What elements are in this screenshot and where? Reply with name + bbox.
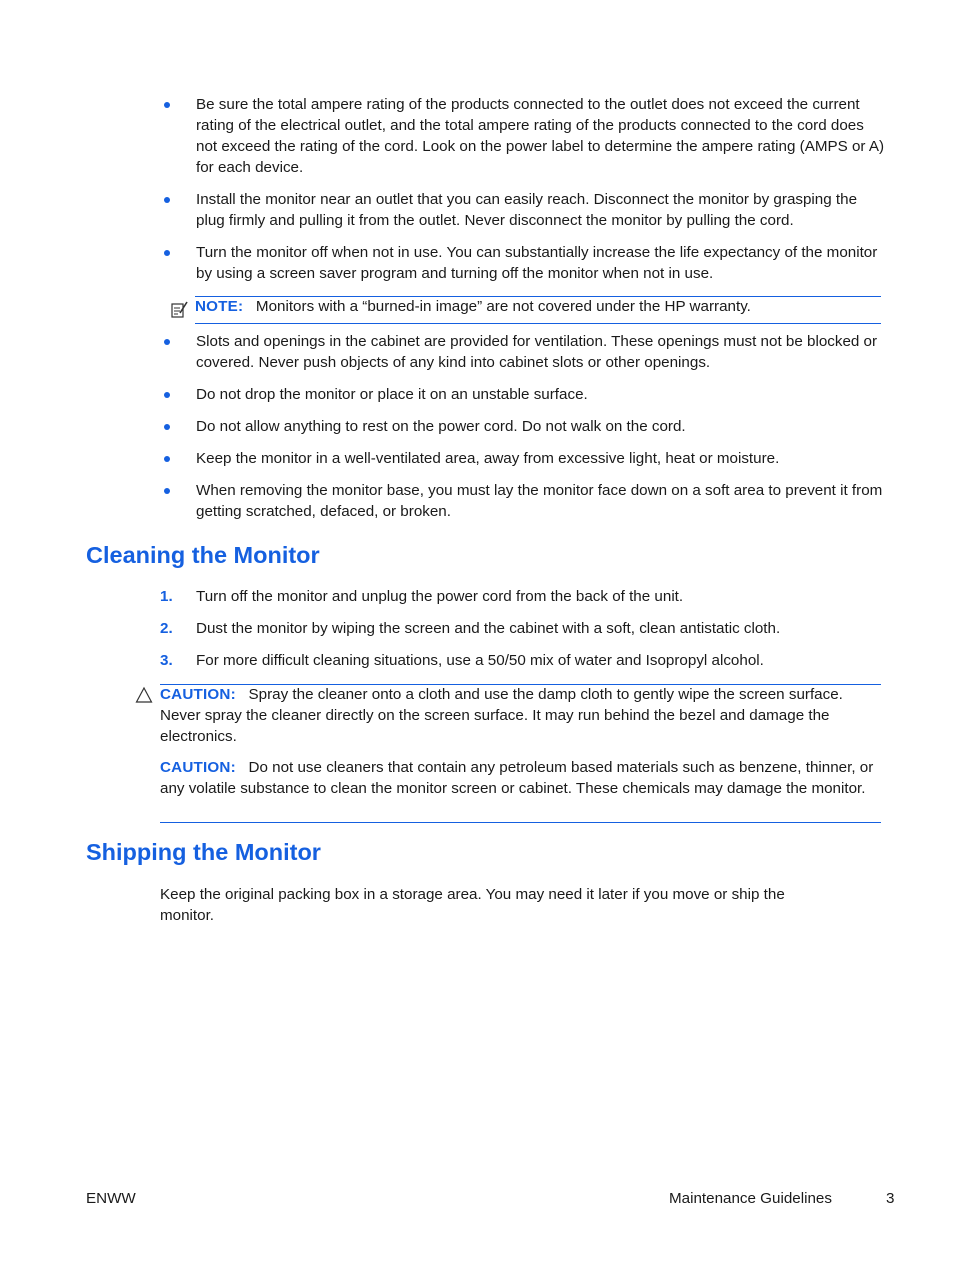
- list-item: [160, 331, 885, 373]
- note-text: Monitors with a “burned-in image” are not covered under the HP warranty.: [255, 298, 751, 315]
- footer-section: Maintenance Guidelines: [669, 1190, 832, 1207]
- bullet-icon: [164, 488, 170, 494]
- bullet-text: Turn the monitor off when not in use. You can substantially increase the life expectancy of the monitor by using a screen saver program and turning off the monitor when not in use.: [196, 244, 878, 282]
- note-content: [195, 296, 751, 317]
- bullet-text: Do not allow anything to rest on the power cord. Do not walk on the cord.: [196, 418, 686, 435]
- list-item: [160, 650, 885, 682]
- note-icon: [169, 299, 189, 319]
- step-number: 3.: [160, 652, 173, 669]
- list-item: [160, 480, 885, 522]
- list-item: [160, 618, 885, 650]
- caution-paragraph: [160, 757, 881, 799]
- bullet-text: Keep the monitor in a well-ventilated area, away from excessive light, heat or moisture.: [196, 450, 780, 467]
- cleaning-heading: Cleaning the Monitor: [86, 542, 320, 568]
- list-item: [160, 416, 885, 437]
- list-item: [160, 189, 885, 231]
- caution-text: Spray the cleaner onto a cloth and use the damp cloth to gently wipe the screen surface. Never spray the cleaner directly on the screen surface. It may run behind the bezel and damage the electronics.: [160, 686, 843, 745]
- bullet-text: Install the monitor near an outlet that you can easily reach. Disconnect the monitor by grasping the plug firmly and pulling it from the outlet. Never disconnect the monitor by pulling the cord.: [196, 191, 858, 229]
- shipping-text: Keep the original packing box in a storage area. You may need it later if you move or ship the monitor.: [160, 886, 785, 924]
- caution-box: [160, 684, 881, 823]
- shipping-heading: Shipping the Monitor: [86, 839, 321, 865]
- step-text: For more difficult cleaning situations, use a 50/50 mix of water and Isopropyl alcohol.: [196, 652, 764, 669]
- list-item: [160, 242, 885, 284]
- cleaning-steps: [160, 586, 885, 682]
- bullet-icon: [164, 424, 170, 430]
- bullet-text: Do not drop the monitor or place it on an unstable surface.: [196, 386, 588, 403]
- caution-text: Do not use cleaners that contain any petroleum based materials such as benzene, thinner, or any volatile substance to clean the monitor screen or cabinet. These chemicals may damage the monitor.: [160, 759, 874, 797]
- caution-triangle-icon: [135, 686, 153, 704]
- caution-label: CAUTION:: [160, 686, 236, 703]
- bullet-icon: [164, 197, 170, 203]
- step-number: 1.: [160, 588, 173, 605]
- note-box: [195, 296, 881, 324]
- bullet-text: Be sure the total ampere rating of the products connected to the outlet does not exceed the current rating of the electrical outlet, and the total ampere rating of the products connected to the cord does not exceed the rating of the cord. Look on the power label to determine the ampere rating (AMPS or A) for each device.: [196, 96, 885, 176]
- list-item: [160, 384, 885, 405]
- footer-left: ENWW: [86, 1190, 136, 1207]
- bullet-icon: [164, 102, 170, 108]
- bullet-icon: [164, 250, 170, 256]
- bullet-icon: [164, 339, 170, 345]
- note-label: NOTE:: [195, 298, 244, 315]
- list-item: [160, 586, 885, 618]
- list-item: [160, 448, 885, 469]
- safety-bullet-list-top: [160, 94, 885, 284]
- step-text: Turn off the monitor and unplug the power cord from the back of the unit.: [196, 588, 684, 605]
- bullet-icon: [164, 456, 170, 462]
- bullet-text: When removing the monitor base, you must lay the monitor face down on a soft area to prevent it from getting scratched, defaced, or broken.: [196, 482, 883, 520]
- bullet-icon: [164, 392, 170, 398]
- bullet-text: Slots and openings in the cabinet are provided for ventilation. These openings must not be blocked or covered. Never push objects of any kind into cabinet slots or other openings.: [196, 333, 878, 371]
- step-number: 2.: [160, 620, 173, 637]
- page-number: 3: [886, 1190, 895, 1207]
- caution-label: CAUTION:: [160, 759, 236, 776]
- step-text: Dust the monitor by wiping the screen and the cabinet with a soft, clean antistatic cloth.: [196, 620, 781, 637]
- safety-bullet-list-bottom: [160, 331, 885, 522]
- list-item: [160, 94, 885, 178]
- caution-paragraph: [160, 684, 881, 747]
